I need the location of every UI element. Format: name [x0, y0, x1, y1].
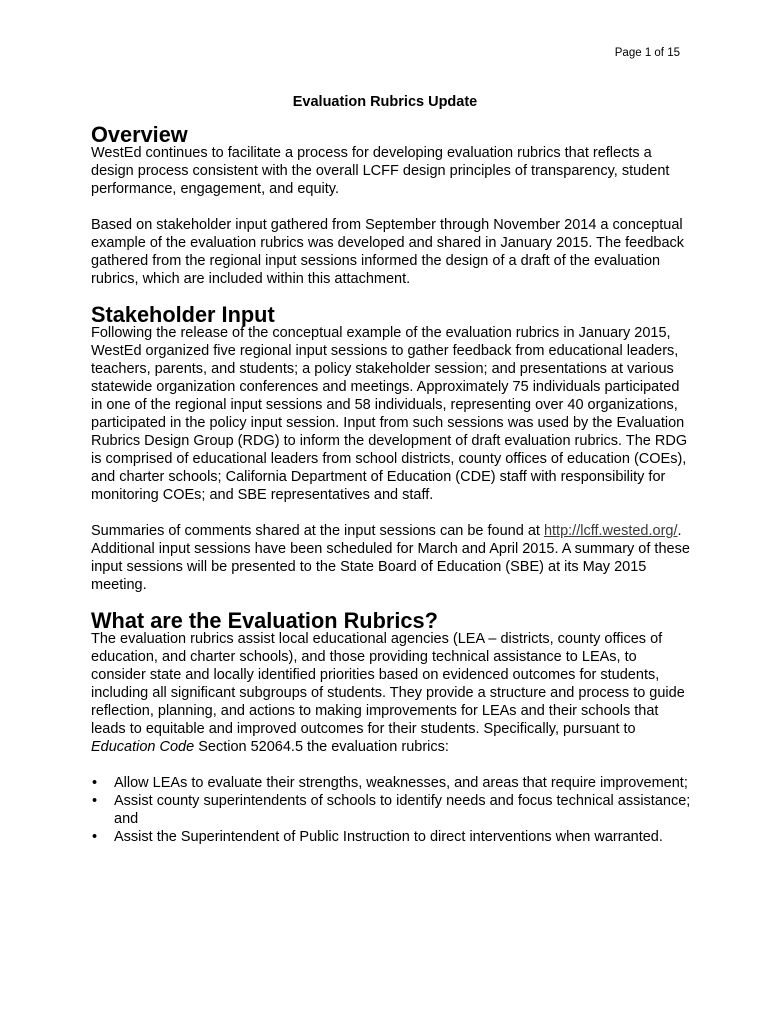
list-item: [91, 774, 691, 792]
rubrics-paragraph: [91, 630, 691, 756]
document-body: [91, 122, 691, 846]
bullet-icon: •: [92, 775, 98, 791]
list-item-text: Assist the Superintendent of Public Instruction to direct interventions when warranted.: [114, 829, 663, 845]
list-item: [91, 828, 691, 846]
stakeholder-paragraph-1: Following the release of the conceptual example of the evaluation rubrics in January 2015, WestEd organized five regional input sessions to gather feedback from educational leaders, teachers, parents, and students; a policy stakeholder session; and presentations at various statewide organization conferences and meetings. Approximately 75 individuals participated in one of the regional input sessions and 58 individuals, representing over 40 organizations, participated in the policy input session. Input from such sessions was used by the Evaluation Rubrics Design Group (RDG) to inform the development of draft evaluation rubrics. The RDG is comprised of educational leaders from school districts, county offices of education (COEs), and charter schools; California Department of Education (CDE) staff with responsibility for monitoring COEs; and SBE representatives and staff.: [91, 325, 688, 503]
document-title: Evaluation Rubrics Update: [292, 94, 478, 110]
list-item-text: Allow LEAs to evaluate their strengths, weaknesses, and areas that require improvement;: [114, 775, 688, 791]
page-number: Page 1 of 15: [614, 47, 680, 59]
list-item: [91, 792, 691, 828]
rubrics-text-start: The evaluation rubrics assist local educational agencies (LEA – districts, county offices of education, and charter schools), and those providing technical assistance to LEAs, to consider state and locally identified priorities based on evidenced outcomes for students, including all significant subgroups of students. They provide a structure and process to guide reflection, planning, and actions to making improvements for LEAs and their schools that leads to equitable and improved outcomes for their students. Specifically, pursuant to: [91, 631, 685, 737]
summaries-text-start: Summaries of comments shared at the input sessions can be found at: [91, 523, 544, 539]
lcff-wested-link[interactable]: http://lcff.wested.org/: [543, 523, 678, 539]
overview-paragraph-1: WestEd continues to facilitate a process for developing evaluation rubrics that reflects a design process consistent with the overall LCFF design principles of transparency, student performance, engagement, and equity.: [91, 145, 670, 197]
bullet-icon: •: [92, 829, 98, 845]
bullet-icon: •: [92, 793, 98, 809]
evaluation-rubrics-heading: What are the Evaluation Rubrics?: [91, 608, 438, 633]
overview-paragraph-2: Based on stakeholder input gathered from September through November 2014 a conceptual example of the evaluation rubrics was developed and shared in January 2015. The feedback gathered from the regional input sessions informed the design of a draft of the evaluation rubrics, which are included within this attachment.: [91, 217, 685, 287]
overview-heading: Overview: [91, 122, 188, 147]
stakeholder-paragraph-2: [91, 522, 691, 594]
list-item-text: Assist county superintendents of schools to identify needs and focus technical assistance; and: [114, 793, 691, 827]
education-code-reference: Education Code: [91, 739, 195, 755]
summaries-text-end: . Additional input sessions have been scheduled for March and April 2015. A summary of these input sessions will be presented to the State Board of Education (SBE) at its May 2015 meeting.: [91, 523, 690, 593]
rubrics-text-end: Section 52064.5 the evaluation rubrics:: [194, 739, 449, 755]
rubrics-bullet-list: [91, 774, 691, 846]
stakeholder-input-heading: Stakeholder Input: [91, 302, 275, 327]
